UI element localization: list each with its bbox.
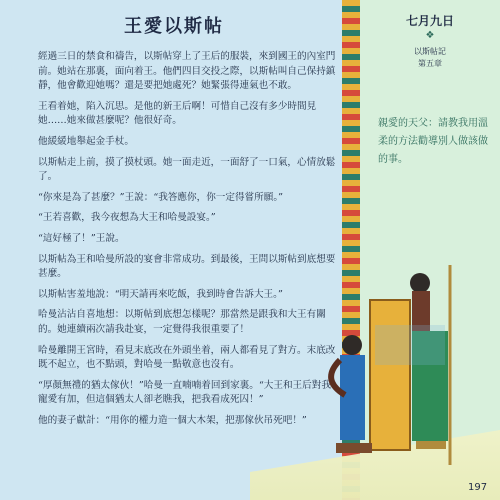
scripture-reference [360,46,500,70]
paragraph-1: 經過三日的禁食和禱告，以斯帖穿上了王后的服裝，來到國王的內室門前。她站在那裏，面向着王。他們四目交投之際，以斯帖叫自己保持鎮靜，他會歡迎她嗎？還是要把她處死？她緊張得連氣也不敢。 [38,51,336,92]
date-heading: 七月九日 [405,14,454,28]
ornament-icon: ❖ [425,30,435,41]
paragraph-6: “王若喜歡，我今夜想為大王和哈曼設宴。” [38,212,216,224]
paragraph-4: 以斯帖走上前，摸了摸杖頭。她一面走近，一面舒了一口氣，心情放鬆了。 [38,156,336,183]
page-number: 197 [468,482,488,493]
chapter-name: 第五章 [418,59,442,68]
paragraph-2: 王看着她，陷入沉思。是他的新王后啊！可惜自己沒有多少時間見她……她來做甚麼呢？他很好奇。 [38,100,317,127]
prayer-text: 親愛的天父：請教我用溫柔的方法勸導別人做該做的事。 [378,118,488,165]
paragraph-11: 哈曼離開王宮時，看見末底改在外頭坐着，兩人都看見了對方。末底改既不起立，也不點頭，對哈曼一點敬意也沒有。 [38,344,336,371]
paragraph-5: “你來是為了甚麼？”王說：“我答應你，你一定得嘗所願。” [38,191,284,203]
paragraph-3: 他緩緩地舉起金手杖。 [38,135,134,147]
paragraph-8: 以斯帖為王和哈曼所設的宴會非常成功。到最後，王問以斯帖到底想要甚麼。 [38,253,336,280]
paragraph-7: “這好極了！”王說。 [38,232,125,244]
paragraph-12: “厚顏無禮的猶太傢伙！”哈曼一直喃喃着回到家裏。“大王和王后對我寵愛有加，但這個猶太人卻老瞧我，把我看成死囚！” [38,379,331,406]
paragraph-9: 以斯帖害羞地說：“明天請再來吃飯，我到時會告訴大王。” [38,288,283,300]
page-title: 王愛以斯帖 [124,16,224,37]
paragraph-13: 他的妻子獻計：“用你的權力造一個大木架，把那傢伙吊死吧！” [38,414,307,426]
book-name: 以斯帖記 [414,47,446,56]
persian-guards-illustration [300,255,490,470]
story-text [38,50,338,434]
main-column [8,0,340,500]
paragraph-10: 哈曼沾沾自喜地想：以斯帖到底想怎樣呢？那當然是跟我和大王有關的。她連續兩次請我赴宴，一定覺得我很重要了！ [38,309,326,335]
